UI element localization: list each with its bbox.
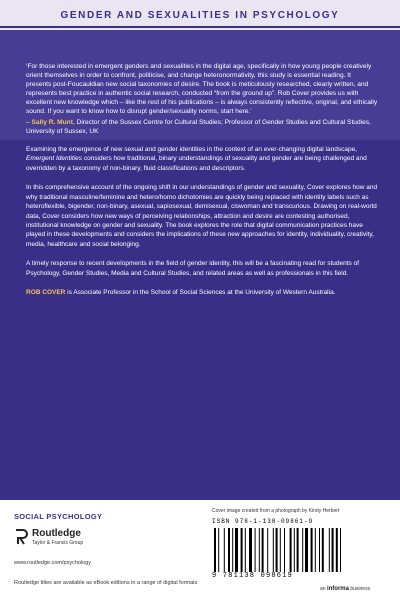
informa-prefix: an [320,586,327,592]
author-bio [26,288,378,297]
publisher-url[interactable]: www.routledge.com/psychology [14,560,92,566]
publisher-logo [14,528,134,550]
book-title: Emergent Identities [26,155,83,163]
routledge-logo-icon [14,528,28,546]
endorsement-quote [26,62,378,136]
author-bio-text: is Associate Professor in the School of Social Sciences at the University of Western Australia. [65,289,336,297]
blurb-p1-end: considers how traditional, binary understandings of sexuality and gender are being challenged and overridden by a taxonomy of non-binary, fluid classifications and descriptors. [26,155,367,172]
blurb-paragraph-2: In this comprehensive account of the ongoing shift in our understandings of gender and sexuality, Cover explores how and why traditional masculine/feminine and hetero/homo dichotomies are quickly being replaced with identity labels such as heteroflexible, bigender, non-binary, asexual, sapiosexual, demisexual, ciswoman and transcurious. Drawing on real-world data, Cover considers how new ways of perceiving relationships, attraction and desire are contesting authorised, institutional knowledge on gender and sexuality. The book explores the role that digital communication practices have played in these developments and considers the implications of these new approaches for identity, individuality, creativity, media, healthcare and social belonging. [26,184,378,248]
publisher-name: Routledge [32,528,81,539]
quote-attribution [26,118,378,136]
informa-suffix: business [348,586,371,592]
series-title: GENDER AND SEXUALITIES IN PSYCHOLOGY [60,10,340,21]
blurb-paragraph-1 [26,145,378,173]
footer [0,500,400,600]
subject-category: SOCIAL PSYCHOLOGY [14,512,103,521]
attribution-name: – Sally R. Munt [26,118,73,126]
barcode-icon [212,528,388,572]
ebook-note: Routledge titles are available as eBook editions in a range of digital formats [14,580,198,586]
attribution-role: , Director of the Sussex Centre for Cultural Studies; Professor of Gender Studies and Cultural Studies, University of Sussex, UK [26,118,371,135]
isbn: ISBN 978-1-138-09861-9 [212,518,314,525]
blurb [26,145,378,307]
publisher-group: Taylor & Francis Group [32,540,84,546]
quote-text: ‘For those interested in emergent genders and sexualities in the digital age, specifically in how young people creatively orient themselves in order to confront, politicise, and change heteronormativity, this study is essential reading. It presents post-Foucauldian new social taxonomies of desire. The book is meticulously researched, clearly written, and represents best practice in authentic social research, conducted “from the ground up”. Rob Cover provides us with excellent new knowledge which – like the rest of his publications – is always consistently reflective, original, and ethically sound. If you want to know how to disrupt gender/sexuality norms, start here.’ [26,63,378,116]
author-name: ROB COVER [26,289,66,297]
barcode-block [212,518,388,580]
blurb-p1-start: Examining the emergence of new sexual and gender identities in the context of an ever-changing digital landscape, [26,146,357,153]
top-rule [0,26,400,28]
cover-credit: Cover image created from a photograph by Kirsty Herbert [212,508,340,514]
barcode-digits: 9 781138 098619 [212,572,294,580]
informa-tagline [320,586,370,592]
blurb-paragraph-3: A timely response to recent developments in the field of gender identity, this will be a fascinating read for students of Psychology, Gender Studies, Media and Cultural Studies, and related areas as well as professionals in this field. [26,260,360,277]
informa-name: informa [326,586,349,592]
